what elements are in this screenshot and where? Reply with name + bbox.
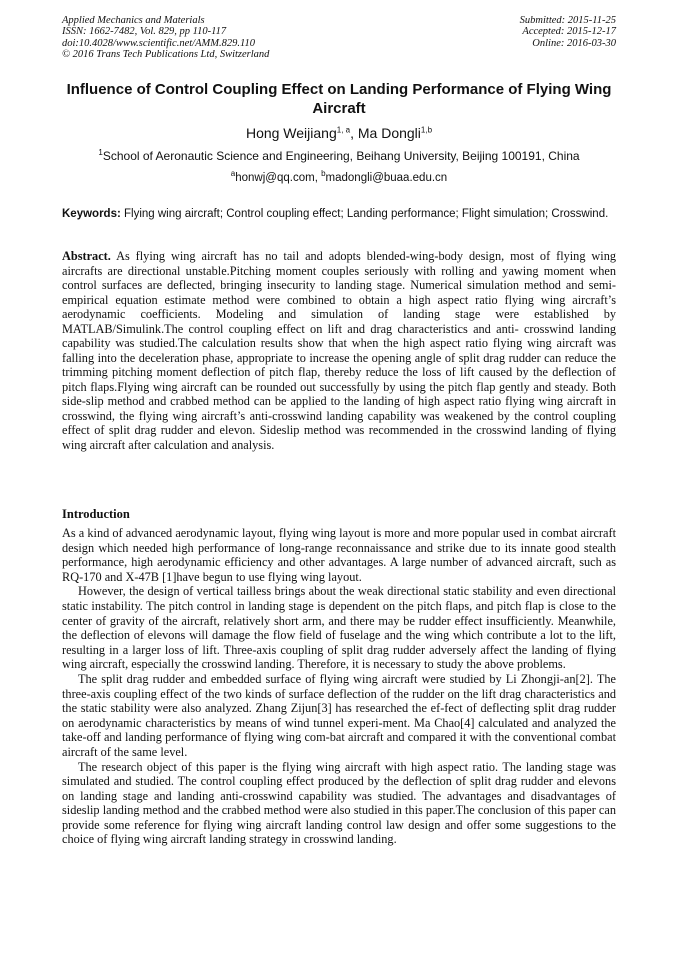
affiliation (62, 148, 616, 164)
email-sup: b (321, 169, 326, 179)
author-emails (62, 171, 616, 186)
author-sup: 1,b (420, 125, 433, 135)
submission-dates (520, 15, 616, 49)
date-submitted: Submitted: 2015-11-25 (519, 15, 616, 26)
journal-issn: ISSN: 1662-7482, Vol. 829, pp 110-117 (62, 26, 227, 38)
author-sep: , (350, 125, 358, 141)
email-sup: a (230, 169, 236, 179)
abstract (62, 249, 616, 452)
keywords-text: Flying wing aircraft; Control coupling effect; Landing performance; Flight simulation; Crosswind. (120, 208, 609, 220)
journal-copyright: © 2016 Trans Tech Publications Ltd, Switzerland (62, 48, 270, 60)
email-link[interactable]: honwj@qq.com (235, 172, 315, 184)
keywords-label: Keywords: (62, 208, 121, 220)
date-online: Online: 2016-03-30 (532, 37, 616, 49)
journal-name: Applied Mechanics and Materials (62, 15, 205, 26)
paper-title: Influence of Control Coupling Effect on Landing Performance of Flying Wing Aircraft (66, 81, 612, 117)
intro-paragraph: However, the design of vertical tailless brings about the weak directional static stability and even directional static instability. The pitch control in landing stage is dependent on the pitch flaps, and pitch flap is close to the center of gravity of the aircraft, relatively short arm, and there may be rudder effect insufficiently. Meanwhile, the deflection of elevons will damage the flow field of fuselage and the wing which contribute a lot to the lift, resulting in a larger loss of lift. Three-axis coupling of split drag rudder adversely affect the landing of flying wing aircraft, especially the crosswind landing. Therefore, it is necessary to study the above problems. (62, 584, 616, 672)
email-link[interactable]: madongli@buaa.edu.cn (325, 172, 448, 184)
affiliation-text: School of Aeronautic Science and Engineering, Beihang University, Beijing 100191, China (102, 149, 580, 163)
email-sep: , (314, 172, 322, 184)
journal-doi: doi:10.4028/www.scientific.net/AMM.829.110 (62, 37, 255, 49)
keywords (62, 207, 616, 222)
date-accepted: Accepted: 2015-12-17 (522, 26, 616, 38)
intro-paragraph: The research object of this paper is the flying wing aircraft with high aspect ratio. The landing stage was simulated and studied. The control coupling effect produced by the deflection of split drag rudder and elevons on landing stage and landing anti-crosswind capability was studied. The advantages and disadvantages of sideslip landing method and the crabbed method were also studied in this paper.The conclusion of this paper can provide some reference for flying wing aircraft landing control law design and offer some suggestions to the choice of flying wing aircraft landing strategy in crosswind landing. (62, 759, 616, 847)
affiliation-sup: 1 (98, 148, 103, 157)
intro-paragraph: As a kind of advanced aerodynamic layout, flying wing layout is more and more popular used in combat aircraft design which needed high performance of long-range reconnaissance and strike due to its innate good stealth performance, high aerodynamic efficiency and other advantages. A large number of advanced aircraft, such as RQ-170 and X-47B [1]have begun to use flying wing layout. (62, 526, 616, 584)
intro-paragraph: The split drag rudder and embedded surface of flying wing aircraft were studied by Li Zhongji-an[2]. The three-axis coupling effect of the two kinds of surface deflection of the rudder on the lift drag characteristics and the static stability were also analyzed. Zhang Zijun[3] has researched the ef-fect of deflecting split drag rudder on aerodynamic characteristics by means of wind tunnel experi-ment. Ma Chao[4] calculated and analyzed the take-off and landing performance of flying wing com-bat aircraft and compared it with the conventional combat aircraft of the same level. (62, 671, 616, 759)
section-heading-introduction: Introduction (62, 507, 130, 521)
authors (62, 124, 616, 142)
abstract-label: Abstract. (62, 249, 111, 263)
author-sup: 1, a (336, 125, 351, 135)
abstract-text: As flying wing aircraft has no tail and adopts blended-wing-body design, most of flying wing aircrafts are directional unstable.Pitching moment couples seriously with rolling and yawing moment when control surfaces are deflected, bringing insecurity to landing stage. Numerical simulation method and semi-empirical equation estimate method were combined to obtain a high aspect ratio flying wing aircraft’s aerodynamic coefficients. Modeling and simulation of landing stage were established by MATLAB/Simulink.The control coupling effect on lift and drag characteristics and anti- crosswind landing capability was studied.The calculation results show that when the high aspect ratio flying wing aircraft was falling into the deceleration phase, appropriate to increase the opening angle of split drag rudder can reduce the trimming pitching moment deflection of pitch flap, thereby reduce the loss of lift caused by the deflection of pitch flaps.Flying wing aircraft can be rounded out successfully by using the pitch flap gently and steady. Both side-slip method and crabbed method can be applied to the landing of high aspect ratio flying wing aircraft in crosswind, the flying wing aircraft’s anti-crosswind landing capability was weakened by the control coupling effect of split drag rudder and elevon. Sideslip method was recommended in the crosswind landing of flying wing aircraft after calculation and analysis. (62, 249, 616, 452)
author-name: Ma Dongli (357, 125, 421, 141)
author-name: Hong Weijiang (245, 125, 337, 141)
introduction-body (62, 526, 616, 847)
journal-header (62, 15, 269, 60)
